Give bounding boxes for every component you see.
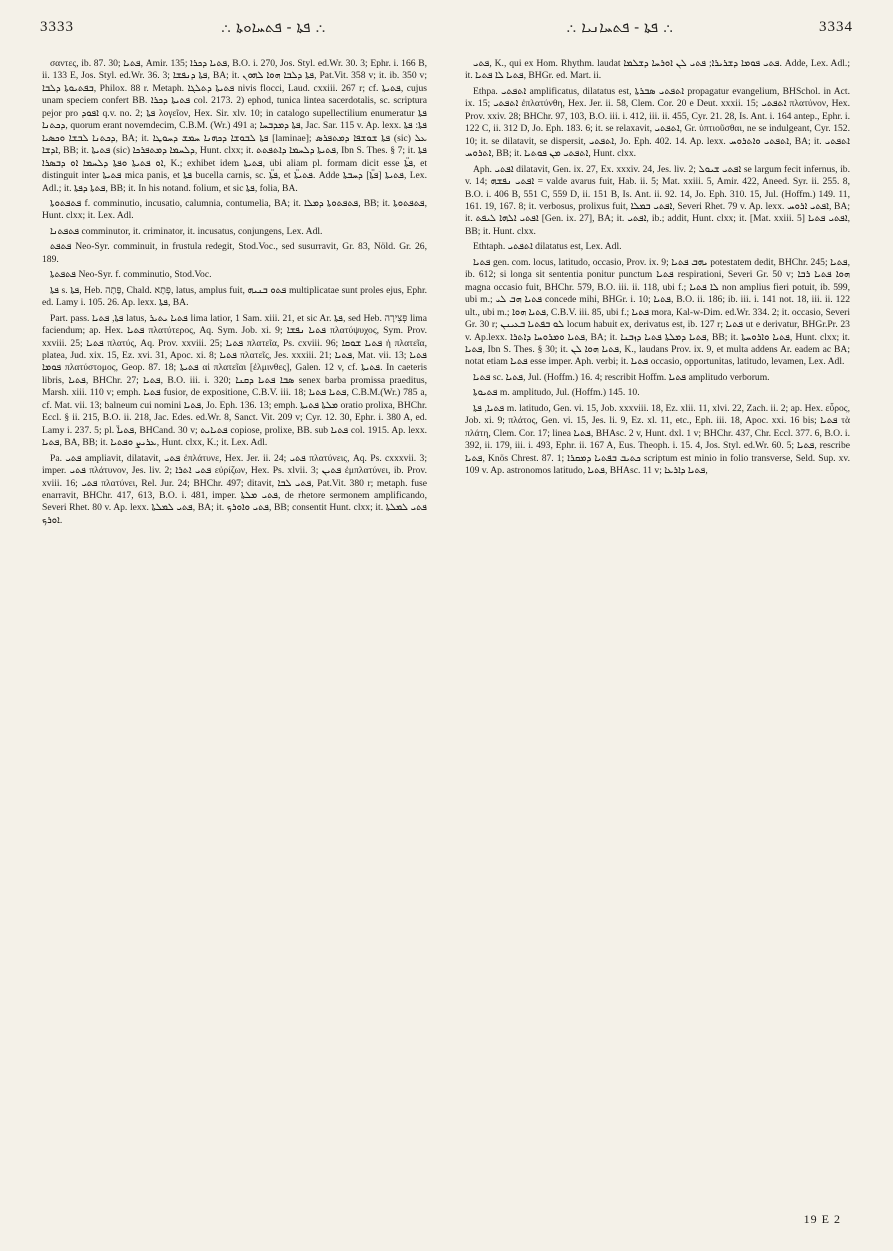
entry-paragraph: ܦܬܦܬܢܐ comminutor, it. criminator, it. incusatus, conjungens, Lex. Adl. (50, 225, 323, 237)
page-header (40, 14, 853, 40)
entry-paragraph: ܦܬܝܐ sc. ܦܬܝܐ, Jul. (Hoffm.) 16. 4; rescribit Hoffm. ܦܬܝܐ amplitudo verborum. (473, 371, 770, 383)
entry-paragraph: Pa. ܦܬܝ ampliavit, dilatavit, ܦܬܝ ἐπλάτυνε, Hex. Jer. ii. 24; ܦܬܝ πλατύνεις, Aq. Ps. cxxxvii. 3; imper. ܦܬܝ πλάτυνον, Jes. liv. 2; ܦܬܝ ܐܬܪܐ εὐρίζων, Hex. Ps. xlvii. 3; ܦܬܝܢ ἐμπλατύνει, ib. Prov. xviii. 16; ܦܬܝ πλατύνει, Rel. Jur. 24; BHChr. 497; ditavit, ܦܬܝ ܠܒܐ, Pat.Vit. 380 r; metaph. fuse enarravit, BHChr. 417, 613, B.O. i. 481, imper. ܦܬܝ ܡܠܬܐ, de rhetore sermonem amplificando, Severi Rhet. 80 v. Ap. lexx. ܦܬܝ ܠܡܠܬܐ, BA; it. ܦܬܝ ܘܐܘܪܟ, BB; consentit Hunt. clxx; it. ܦܬܝ ܠܡܠܬܐ ܐܘܪܟ. (42, 452, 427, 526)
running-head-left: ∴ ܦܬܐ - ܦܬܚܐܘܬܐ ∴ (220, 18, 326, 36)
page-number-right: 3334 (819, 18, 853, 35)
text-columns (42, 58, 850, 1213)
entry-paragraph: Ethpa. ܐܬܦܬܝ amplificatus, dilatatus est, ܐܬܦܬܝ ܣܒܪܬܐ propagatur evangelium, BHSchol. in Act. ix. 15; ܐܬܦܬܝ ἐπλατύνθη, Hex. Jer. ii. 58, Clem. Cor. 20 e Deut. xxxii. 15; ܐܬܦܬܝ πλατύνον, Hex. Prov. xxiv. 28; BHChr. 97, 103, B.O. iii. i. 412, iii. ii. 455, Cyr. 21. 28, Is. Ant. i. 164 antep., Ephr. i. 122 C, ii. 312 D, Jo. Eph. 183. 6; it. se relaxavit, ܐܬܦܬܝ, Gr. ὑπτιοῦσθαι, ne se indulgeant, Cyr. 152. 10; it. se dilatavit, se dispersit, ܐܬܦܬܝ, Jo. Eph. 402. 14. Ap. lexx. ܐܬܦܬܝ ܘܐܬܪܘܚ, BA; it. ܐܬܦܬܝ ܐܬܪܘܚ, BB; it. ܐܬܦܬܝ ܡܢ ܦܘܬܝܐ, Hunt. clxx. (465, 85, 850, 160)
entry-paragraph: ܦܬܦܬܬܐ Neo-Syr. f. comminutio, Stod.Voc. (50, 269, 212, 281)
column-right (465, 58, 850, 1213)
running-head-right: ∴ ܦܬܐ - ܦܬܚܐܢܝܐ ∴ (566, 18, 674, 36)
entry-paragraph: Aph. ܐܦܬܝ dilatavit, Gen. ix. 27, Ex. xxxiv. 24, Jes. liv. 2; ܐܦܬܝ ܫܝܘܠ se largum fecit infernus, ib. v. 14; ܐܦܬܝ ܢܦܫܗ = valde avarus fuit, Hab. ii. 5; Mat. xxiii. 5, Amir. 422, Aneed. Syr. ii. 255. 8, B.O. i. 406 B, 551 C, 559 D, ii. 151 B, Is. Ant. ii. 92. 14, Jo. Eph. 310. 15, Jul. (Hoffm.) 149. 11, 161. 19, 167. 8; it. verbosus, prolixus fuit, ܐܦܬܝ ܒܡܠܐ, Severi Rhet. 79 v. Ap. lexx. ܐܦܬܝ ܐܪܘܚ, BA; it. ܐܦܬܝ ܐܠܗܐ ܠܝܦܬ [Gen. ix. 27], BA; it. ܐܦܬܝ, ib.; addit, Hunt. clxx; it. [Mat. xxiii. 5] ܐܦܬܝ ܦܬܝܐ, BB; it. Hunt. clxx. (465, 163, 850, 237)
page-number-left: 3333 (40, 18, 74, 35)
column-left (42, 58, 427, 1213)
entry-paragraph: ܦܬܝ, K., qui ex Hom. Rhythm. laudat ܦܬܝ ܦܘܡܐ ܕܫܪܝܪܐ; ܦܬܝ ܠܢ ܐܘܪܚܐ ܕܫܠܡܐ. Adde, Lex. Adl.; it. ܦܬܝܐ ܠܐ ܦܬܝܐ, BHGr. ed. Mart. ii. (465, 58, 850, 82)
entry-paragraph: ܦܬܦܬ Neo-Syr. comminuit, in frustula redegit, Stod.Voc., sed susurravit, Gr. 83, Nöld. Gr. 26, 189. (42, 241, 427, 265)
signature-mark: 19 E 2 (803, 1212, 841, 1226)
entry-paragraph: ܦܬܝܘܬܐ m. amplitudo, Jul. (Hoffm.) 145. 10. (473, 387, 640, 399)
entry-paragraph: ܦܬܐ s. ܦܬܐ, Heb. פָּתָה, Chald. פְּתָא, latus, amplus fuit, ܦܬܘ ܒܢܝܗ multiplicatae sunt proles ejus, Ephr. ed. Lamy i. 105. 26. Ap. lexx. ܦܬܐ, BA. (42, 284, 427, 309)
entry-paragraph: σαντες, ib. 87. 30; ܦܬܝܐ, Amir. 135; ܦܬܝܐ ܕܟܪܐ, B.O. i. 270, Jos. Styl. ed.Wr. 30. 3; Ephr. i. 166 B, ii. 133 E, Jos. Styl. ed.Wr. 36. 3; ܦܬܐ ܕܢܦܫܐ, BA; it. ܦܬܐ ܕܠܒܐ ܗܘܐ ܠܗܘܢ, Pat.Vit. 358 v; it. ib. 350 v; ܒܦܬܝܘܬܐ ܕܠܒܐ, Philox. 88 r. Metaph. ܦܬܝܬܐ ܕܬܠܓܐ nivis flocci, Laud. cxxiii. 267 r; cf. ܦܬܝܬܐ, cujus unam speciem confert BB. ܦܬܝܬܐ ܕܟܪܐ col. 2173. 2) ephod, tunica lintea sacerdotalis, sc. scriptura pejor pro ܐܦܘܕ q.v. no. 2; ܦܬܐ λογεῖον, Hex. Sir. xlv. 10; in catalogo supellectilium enumeratur ܦܬܐ ܕܟܬܢܐ, quorum erant novemdecim, C.B.M. (Wr.) 491 a; ܦܬܐ ܕܡܕܒܚܐ, Jac. Sar. 115 v. Ap. lexx. ܦܬܐ: ܦܬܐ ܕܟܬܢܐ ܠܒܫܐ ܘܟܣܝܐ, BA; it. ܦܬܐ ܠܒܘܫܐ ܕܟܗܢܐ ܚܡܫ ܕܚܘܛܐ [laminae]; ܦܬܐ ܫܘܫܦܐ ܕܡܬܦܪܣ (sic) ܥܠ ܐܕܫܐ, BB; it. ܦܬܝܬܐ (sic) ܕܠܚܡܐ ܕܡܬܦܪܟܐ, Hunt. clxx; it. ܦܬܝܬܐ ܕܠܚܡܐ ܕܐܬܦܬܬ, Ibn S. Thes. § 7; it. ܦܬܐ ܐܘ ܦܬܝܬܐ ܘܦܬܐ ܕܠܚܡܐ ܐܘ ܕܒܣܪܐ, K.; exhibet idem ܦܬܝܬܐ, ubi aliam pl. formam dicit esse ܦܬܐ̈, et distinguit inter ܦܬܝܬܐ mica panis, et ܦܬܐ bucella carnis, sc. ܦܬܐ̈, et ܦܬܝܬܐ̈. Adde ܦܬܝܬܐ [ܦܬܐ̈] ܕܚܒܬܐ, Lex. Adl.; it. ܦܬܬܐ ܕܦܬܐ, BB; it. In his notand. folium, et sic ܦܬܐ, folia, BA. (42, 58, 427, 194)
entry-paragraph: ܦܬܦܬܘܬܐ f. comminutio, incusatio, calumnia, contumelia, BA; it. ܦܬܦܬܘܬܐ ܕܡܠܐ, BB; it. ܦܬܦܬܘܬܐ, Hunt. clxx; it. Lex. Adl. (42, 197, 427, 222)
entry-paragraph: ܦܬܝܐ, ܦܬܐ m. latitudo, Gen. vi. 15, Job. xxxviii. 18, Ez. xlii. 11, xlvi. 22, Zach. ii. 2; ap. Hex. εὖρος, Job. xi. 9; πλάτος, Gen. vi. 15, Jes. li. 9, Ez. xl. 11, etc., Eph. iii. 18, Apoc. xxi. 16 bis; ܦܬܝܐ τὰ πλάτη, Clem. Cor. 17; linea ܦܬܝܐ, BHAsc. 2 v, Hunt. dxl. 1 v; BHChr. 437, Chr. Eccl. 377. 6, B.O. i. 392, ii. 179, iii. i. 493, Ephr. ii. 167 A, Eus. Theoph. i. 15. 4, Jos. Styl. ed.Wr. 60. 5; ܦܬܝܐ, rescribe ܦܬܝܐ, Knös Chrest. 87. 1; ܟܬܝܒ ܒܦܬܝܐ ܕܡܩܪܐ scriptum est minio in folio transverse, Seld. Sup. xv. 109 v. Ap. astronomos latitudo, ܦܬܝܐ, BHAsc. 11 v; ܦܬܝܐ ܕܐܪܥܐ, (465, 402, 850, 477)
entry-paragraph: Ethtaph. ܐܬܦܬܝ dilatatus est, Lex. Adl. (473, 241, 622, 253)
entry-paragraph: Part. pass. ܦܬܐ, ܦܬܝܐ latus, ܦܬܝܐ ܝܬܝܪ lima latior, 1 Sam. xiii. 21, et sic Ar. ܦܬܐ, sed Heb. פְּצִירָה lima faciendum; ap. Hex. ܦܬܝܐ πλατύτερος, Aq. Sym. Job. xi. 9; ܦܬܝܐ ܢܦܫܐ πλατύψυχος, Sym. Prov. xxviii. 25; ܦܬܝܐ πλατύς, Aq. Prov. xxviii. 25; ܦܬܝܐ πλατεῖα, Ps. cxviii. 96; ܦܬܝܐ ܫܘܩܐ ἡ πλατεῖα, platea, Jud. xix. 15, Ez. xvi. 31, Apoc. xi. 8; ܦܬܝܐ πλατεῖς, Jes. xxxiii. 21; ܦܬܝܐ, Mat. vii. 13; ܦܬܝܐ ܦܘܡܐ πλατύστομος, Geop. 87. 18; ܦܬܝܬܐ αἱ πλατεῖαι [ἐλμινθες], Galen. 12 v, cf. ܦܬܝܬܐ. In caeteris libris, ܦܬܝܐ, BHChr. 27; ܦܬܝܐ, B.O. iii. i. 320; ܣܒܐ ܦܬܝܐ ܕܩܢܐ senex barba promissa praeditus, Marsh. xiii. 110 v; emph. ܦܬܝܐ fusior, de expositione, C.B.V. iii. 18; ܦܬܝܐ ܦܬܝܐ, C.B.M.(Wr.) 785 a, cf. Mat. vii. 13; balneum cui nomini ܦܬܝܐ, Jo. Eph. 136. 13; emph. ܡܠܬܐ ܦܬܝܬܐ oratio prolixa, BHChr. Eccl. § ii. 215, B.O. ii. 218, Jac. Edes. ed.Wr. 8, Sanct. Vit. 209 v; Cyr. 12. 30, Ephr. i. 380 A, ed. Lamy i. 237. 5; pl. ܦܬܝܐ̈, BHCand. 30 v; ܦܬܝܐܝܬ copiose, prolixe, BB. sub ܦܬܝܐ col. 1915. Ap. lexx. ܦܬܝܐ, BA, BB; it. ܥܪܝܨ ܘܦܬܝܐ, Hunt. clxx, K.; it. Lex. Adl. (42, 312, 427, 449)
entry-paragraph: ܦܬܝܐ gen. com. locus, latitudo, occasio, Prov. ix. 9; ܝܗܒ ܦܬܝܐ potestatem dedit, BHChr. 245; ܦܬܝܐ, ib. 612; si longa sit sententia ponitur punctum ܦܬܝܐ respirationi, Severi Gr. 50 v; ܗܘܐ ܦܬܝܐ ܪܒܐ magna occasio fuit, BHChr. 579, B.O. iii. ii. 118, ubi f.; ܠܐ ܦܬܝܐ non amplius fieri potuit, ib. 599, ubi m.; ܦܬܝܐ ܗܒ ܠܝ concede mihi, BHGr. i. 10; ܦܬܝܐ, B.O. ii. 186; ib. iii. i. 141 not. 18, iii. ii. 122 ult., ubi m.; ܦܬܝܐ ܗܘܐ, C.B.V. iii. 85, ubi f.; ܦܬܝܐ mora, Kal-w-Dim. ed.Wr. 334. 2; it. occasio, Severi Gr. 30 r; ܠܘ ܒܦܬܝܐ ܒܥܝܢܢ locum habuit ex, derivatus est, ib. 127 r; ܦܬܝܐ ut e derivatur, BHGr.Pr. 23 v. Ap.lexx. ܦܬܝܐ ܘܡܪܘܚܐ ܕܐܬܪܐ, BA; it. ܦܬܝܐ ܕܡܠܬܐ ܦܬܝܐ ܕܙܒܢܐ, BB; it. ܦܬܝܐ ܘܐܪܘܚܬܐ, Hunt. clxx; it. ܦܬܝܐ, Ibn S. Thes. § 30; it. ܦܬܝܐ ܗܘܐ ܠܢ, K., laudans Prov. ix. 9, et multa addens Ar. eadem ac BA; notat etiam ܦܬܝܐ esse imper. Aph. verbi; it. ܦܬܝܐ occasio, opportunitas, latitudo, levamen, Lex. Adl. (465, 256, 850, 368)
